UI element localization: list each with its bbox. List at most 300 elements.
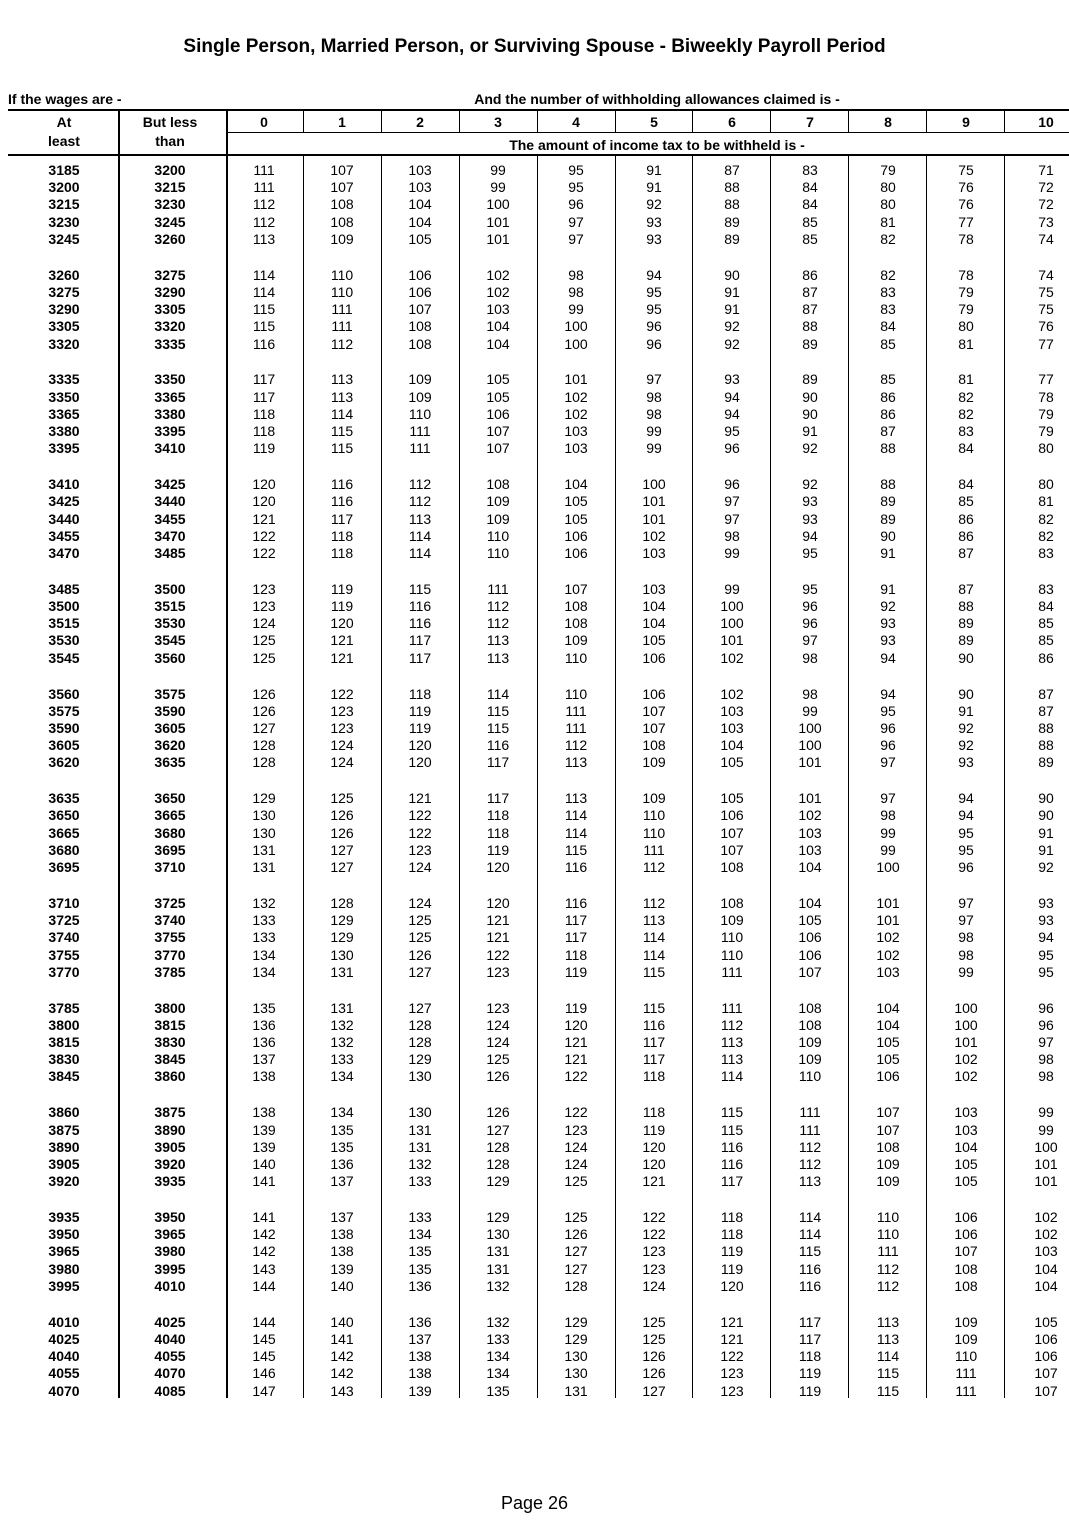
tax-amount: 110 bbox=[798, 1068, 822, 1085]
tax-amount: 84 bbox=[958, 476, 974, 493]
wage-but-less-than: 3620 bbox=[154, 737, 186, 754]
tax-amount: 97 bbox=[568, 213, 584, 230]
tax-amount: 87 bbox=[724, 162, 740, 178]
tax-amount: 112 bbox=[642, 859, 666, 875]
tax-amount: 97 bbox=[958, 912, 974, 929]
wage-but-less-than: 3920 bbox=[154, 1155, 186, 1172]
tax-amount: 90 bbox=[802, 405, 818, 422]
tax-amount: 113 bbox=[876, 1313, 900, 1330]
tax-amount: 85 bbox=[802, 213, 818, 230]
tax-amount: 101 bbox=[486, 230, 510, 247]
tax-amount: 78 bbox=[958, 230, 974, 247]
tax-amount: 118 bbox=[798, 1348, 822, 1365]
tax-amount: 135 bbox=[486, 1382, 510, 1399]
wage-at-least: 3935 bbox=[48, 1209, 80, 1225]
tax-amount: 105 bbox=[954, 1173, 978, 1190]
wage-but-less-than: 3560 bbox=[154, 649, 186, 666]
tax-amount: 111 bbox=[955, 1382, 977, 1399]
tax-amount: 89 bbox=[802, 335, 818, 352]
wage-at-least: 3950 bbox=[48, 1226, 80, 1243]
wage-but-less-than: 3755 bbox=[154, 929, 186, 946]
wage-at-least: 4055 bbox=[48, 1365, 80, 1382]
wage-but-less-than: 3260 bbox=[154, 230, 186, 247]
wages-label: If the wages are - bbox=[8, 91, 122, 107]
tax-amount: 109 bbox=[798, 1034, 822, 1050]
wage-at-least: 3260 bbox=[48, 266, 80, 283]
tax-amount: 130 bbox=[564, 1365, 588, 1382]
tax-amount: 118 bbox=[330, 527, 354, 544]
tax-amount: 113 bbox=[486, 632, 510, 649]
tax-amount: 94 bbox=[724, 405, 740, 422]
tax-amount: 103 bbox=[1034, 1243, 1058, 1260]
wage-but-less-than: 3485 bbox=[154, 544, 186, 561]
tax-amount: 98 bbox=[646, 405, 662, 422]
tax-amount: 78 bbox=[1038, 388, 1054, 405]
tax-amount: 122 bbox=[252, 527, 276, 544]
tax-amount: 128 bbox=[486, 1138, 510, 1155]
tax-amount: 82 bbox=[958, 405, 974, 422]
tax-amount: 116 bbox=[564, 894, 588, 911]
tax-amount: 119 bbox=[252, 440, 276, 457]
tax-amount: 98 bbox=[568, 283, 584, 300]
tax-amount: 133 bbox=[330, 1051, 354, 1068]
wage-but-less-than: 4040 bbox=[154, 1330, 186, 1347]
tax-amount: 111 bbox=[409, 440, 431, 457]
tax-amount: 116 bbox=[798, 1260, 822, 1277]
tax-amount: 117 bbox=[720, 1173, 744, 1190]
tax-amount: 112 bbox=[408, 493, 432, 510]
tax-amount: 129 bbox=[564, 1330, 588, 1347]
tax-amount: 124 bbox=[642, 1277, 666, 1294]
tax-amount: 103 bbox=[564, 423, 588, 439]
page-number: Page 26 bbox=[500, 1493, 569, 1513]
tax-amount: 131 bbox=[486, 1260, 510, 1277]
tax-amount: 104 bbox=[408, 196, 432, 213]
tax-amount: 87 bbox=[880, 423, 896, 439]
wage-at-least: 3560 bbox=[48, 685, 80, 702]
tax-amount: 99 bbox=[724, 544, 740, 561]
tax-amount: 96 bbox=[880, 719, 896, 736]
tax-amount: 99 bbox=[1038, 1104, 1054, 1121]
tax-amount: 111 bbox=[331, 318, 353, 335]
tax-amount: 77 bbox=[958, 213, 974, 230]
tax-amount: 117 bbox=[564, 929, 588, 946]
tax-amount: 114 bbox=[564, 824, 588, 841]
tax-amount: 104 bbox=[876, 1016, 900, 1033]
tax-amount: 105 bbox=[876, 1034, 900, 1050]
tax-amount: 99 bbox=[646, 423, 662, 439]
wage-but-less-than: 4025 bbox=[154, 1313, 186, 1330]
tax-amount: 100 bbox=[720, 615, 744, 632]
tax-amount: 103 bbox=[564, 440, 588, 457]
tax-amount: 98 bbox=[724, 527, 740, 544]
tax-amount: 131 bbox=[408, 1138, 432, 1155]
tax-amount: 127 bbox=[564, 1243, 588, 1260]
tax-amount: 81 bbox=[958, 335, 974, 352]
tax-amount: 137 bbox=[330, 1173, 354, 1190]
tax-amount: 112 bbox=[798, 1138, 822, 1155]
tax-amount: 104 bbox=[564, 476, 588, 493]
tax-amount: 113 bbox=[720, 1034, 744, 1050]
tax-amount: 100 bbox=[876, 859, 900, 875]
tax-amount: 104 bbox=[720, 737, 744, 754]
tax-amount: 85 bbox=[1038, 615, 1054, 632]
tax-amount: 95 bbox=[646, 283, 662, 300]
tax-amount: 129 bbox=[330, 929, 354, 946]
tax-amount: 115 bbox=[252, 318, 276, 335]
wage-but-less-than: 3500 bbox=[154, 580, 186, 597]
tax-amount: 104 bbox=[486, 318, 510, 335]
wage-at-least: 3620 bbox=[48, 754, 80, 771]
tax-amount: 96 bbox=[880, 737, 896, 754]
wage-but-less-than: 3335 bbox=[154, 335, 186, 352]
tax-amount: 122 bbox=[720, 1348, 744, 1365]
tax-amount: 113 bbox=[564, 754, 588, 771]
wage-at-least: 3245 bbox=[48, 230, 80, 247]
wage-at-least: 3890 bbox=[48, 1138, 80, 1155]
tax-amount: 106 bbox=[798, 929, 822, 946]
tax-amount: 110 bbox=[954, 1348, 978, 1365]
tax-amount: 92 bbox=[724, 318, 740, 335]
header-bottom-rule bbox=[8, 154, 1069, 156]
tax-amount: 91 bbox=[646, 162, 662, 178]
tax-amount: 103 bbox=[642, 580, 666, 597]
wage-but-less-than: 3410 bbox=[154, 440, 186, 457]
tax-amount: 103 bbox=[954, 1121, 978, 1138]
tax-amount: 94 bbox=[958, 790, 974, 807]
tax-amount: 110 bbox=[876, 1226, 900, 1243]
tax-amount: 97 bbox=[724, 493, 740, 510]
tax-amount: 84 bbox=[958, 440, 974, 457]
tax-amount: 114 bbox=[330, 405, 354, 422]
tax-amount: 115 bbox=[798, 1243, 822, 1260]
tax-amount: 110 bbox=[720, 946, 744, 963]
tax-amount: 105 bbox=[876, 1051, 900, 1068]
tax-amount: 125 bbox=[486, 1051, 510, 1068]
tax-amount: 140 bbox=[330, 1313, 354, 1330]
wage-but-less-than: 3305 bbox=[154, 301, 186, 318]
wage-at-least: 3830 bbox=[48, 1051, 80, 1068]
tax-amount: 118 bbox=[486, 807, 510, 824]
column-rule bbox=[537, 111, 538, 132]
tax-amount: 112 bbox=[486, 598, 510, 614]
tax-amount: 93 bbox=[724, 371, 740, 388]
tax-amount: 116 bbox=[564, 859, 588, 875]
tax-amount: 93 bbox=[880, 632, 896, 649]
tax-amount: 143 bbox=[252, 1260, 276, 1277]
tax-amount: 140 bbox=[252, 1155, 276, 1172]
tax-amount: 139 bbox=[252, 1121, 276, 1138]
tax-amount: 99 bbox=[490, 162, 506, 178]
tax-amount: 104 bbox=[876, 999, 900, 1016]
tax-amount: 133 bbox=[252, 912, 276, 929]
tax-amount: 101 bbox=[798, 790, 822, 807]
tax-amount: 107 bbox=[876, 1121, 900, 1138]
wage-at-least: 3380 bbox=[48, 423, 80, 439]
wage-but-less-than: 3770 bbox=[154, 946, 186, 963]
tax-amount: 95 bbox=[880, 702, 896, 719]
tax-amount: 136 bbox=[330, 1155, 354, 1172]
wage-but-less-than: 3695 bbox=[154, 841, 186, 858]
tax-amount: 106 bbox=[954, 1209, 978, 1225]
tax-amount: 107 bbox=[642, 702, 666, 719]
tax-amount: 94 bbox=[880, 685, 896, 702]
tax-amount: 107 bbox=[564, 580, 588, 597]
tax-amount: 93 bbox=[1038, 894, 1054, 911]
wage-at-least: 3215 bbox=[48, 196, 80, 213]
tax-amount: 127 bbox=[564, 1260, 588, 1277]
tax-amount: 115 bbox=[486, 719, 510, 736]
wage-but-less-than: 3365 bbox=[154, 388, 186, 405]
tax-amount: 101 bbox=[1034, 1173, 1058, 1190]
tax-amount: 106 bbox=[642, 685, 666, 702]
tax-amount: 112 bbox=[408, 476, 432, 493]
tax-amount: 101 bbox=[642, 493, 666, 510]
tax-amount: 110 bbox=[486, 527, 510, 544]
tax-amount: 97 bbox=[958, 894, 974, 911]
wage-but-less-than: 3845 bbox=[154, 1051, 186, 1068]
tax-amount: 102 bbox=[954, 1068, 978, 1085]
tax-amount: 122 bbox=[408, 807, 432, 824]
tax-amount: 121 bbox=[564, 1034, 588, 1050]
wage-at-least: 3605 bbox=[48, 737, 80, 754]
tax-amount: 114 bbox=[252, 283, 276, 300]
tax-amount: 98 bbox=[880, 807, 896, 824]
tax-amount: 113 bbox=[252, 230, 276, 247]
tax-amount: 138 bbox=[252, 1068, 276, 1085]
tax-amount: 123 bbox=[642, 1243, 666, 1260]
tax-amount: 94 bbox=[646, 266, 662, 283]
tax-amount: 84 bbox=[802, 179, 818, 196]
tax-amount: 107 bbox=[720, 824, 744, 841]
tax-amount: 102 bbox=[486, 283, 510, 300]
amount-rule bbox=[226, 132, 1069, 133]
wage-at-least: 3365 bbox=[48, 405, 80, 422]
wage-at-least: 3650 bbox=[48, 807, 80, 824]
tax-amount: 107 bbox=[408, 301, 432, 318]
tax-amount: 91 bbox=[1038, 824, 1054, 841]
tax-amount: 106 bbox=[720, 807, 744, 824]
tax-amount: 109 bbox=[954, 1330, 978, 1347]
tax-amount: 118 bbox=[252, 405, 276, 422]
tax-amount: 100 bbox=[1034, 1138, 1058, 1155]
header-but-less-than: than bbox=[155, 133, 185, 149]
tax-amount: 91 bbox=[880, 580, 896, 597]
tax-amount: 99 bbox=[490, 179, 506, 196]
tax-amount: 116 bbox=[798, 1277, 822, 1294]
column-rule bbox=[848, 155, 849, 1398]
tax-amount: 124 bbox=[252, 615, 276, 632]
allowance-header-1: 1 bbox=[338, 114, 346, 130]
tax-amount: 96 bbox=[568, 196, 584, 213]
tax-amount: 118 bbox=[642, 1068, 666, 1085]
tax-amount: 117 bbox=[408, 632, 432, 649]
tax-amount: 86 bbox=[802, 266, 818, 283]
tax-amount: 109 bbox=[408, 371, 432, 388]
tax-amount: 127 bbox=[486, 1121, 510, 1138]
tax-amount: 80 bbox=[1038, 440, 1054, 457]
tax-amount: 114 bbox=[720, 1068, 744, 1085]
tax-amount: 92 bbox=[646, 196, 662, 213]
wage-at-least: 3665 bbox=[48, 824, 80, 841]
tax-amount: 74 bbox=[1038, 230, 1054, 247]
wage-at-least: 4025 bbox=[48, 1330, 80, 1347]
tax-amount: 109 bbox=[330, 230, 354, 247]
wage-but-less-than: 3230 bbox=[154, 196, 186, 213]
tax-amount: 122 bbox=[330, 685, 354, 702]
tax-amount: 112 bbox=[798, 1155, 822, 1172]
tax-amount: 110 bbox=[720, 929, 744, 946]
wage-but-less-than: 3245 bbox=[154, 213, 186, 230]
tax-amount: 124 bbox=[564, 1155, 588, 1172]
tax-amount: 97 bbox=[724, 510, 740, 527]
wage-but-less-than: 3815 bbox=[154, 1016, 186, 1033]
tax-amount: 124 bbox=[486, 1016, 510, 1033]
tax-amount: 74 bbox=[1038, 266, 1054, 283]
tax-amount: 108 bbox=[564, 615, 588, 632]
wage-but-less-than: 3905 bbox=[154, 1138, 186, 1155]
tax-amount: 86 bbox=[1038, 649, 1054, 666]
tax-amount: 95 bbox=[568, 179, 584, 196]
tax-amount: 115 bbox=[564, 841, 588, 858]
wage-at-least: 3755 bbox=[48, 946, 80, 963]
tax-amount: 100 bbox=[798, 737, 822, 754]
tax-amount: 96 bbox=[1038, 999, 1054, 1016]
tax-amount: 103 bbox=[642, 544, 666, 561]
column-rule bbox=[381, 111, 382, 132]
tax-amount: 118 bbox=[486, 824, 510, 841]
tax-amount: 131 bbox=[408, 1121, 432, 1138]
tax-amount: 108 bbox=[954, 1260, 978, 1277]
tax-amount: 73 bbox=[1038, 213, 1054, 230]
tax-amount: 89 bbox=[1038, 754, 1054, 771]
wage-but-less-than: 3665 bbox=[154, 807, 186, 824]
tax-amount: 130 bbox=[408, 1104, 432, 1121]
page-title: Single Person, Married Person, or Surviving Spouse - Biweekly Payroll Period bbox=[183, 36, 886, 57]
tax-amount: 97 bbox=[646, 371, 662, 388]
wage-at-least: 3635 bbox=[48, 790, 80, 807]
tax-amount: 111 bbox=[799, 1121, 821, 1138]
tax-amount: 92 bbox=[802, 440, 818, 457]
column-rule bbox=[459, 111, 460, 132]
tax-amount: 141 bbox=[252, 1209, 276, 1225]
column-rule bbox=[770, 155, 771, 1398]
tax-amount: 98 bbox=[958, 946, 974, 963]
tax-amount: 95 bbox=[958, 824, 974, 841]
tax-amount: 125 bbox=[330, 790, 354, 807]
wage-but-less-than: 3830 bbox=[154, 1034, 186, 1050]
wage-at-least: 3740 bbox=[48, 929, 80, 946]
tax-amount: 104 bbox=[798, 859, 822, 875]
tax-amount: 84 bbox=[880, 318, 896, 335]
tax-amount: 117 bbox=[252, 371, 276, 388]
wage-but-less-than: 3785 bbox=[154, 963, 186, 980]
tax-amount: 89 bbox=[880, 493, 896, 510]
tax-amount: 105 bbox=[954, 1155, 978, 1172]
tax-amount: 86 bbox=[880, 405, 896, 422]
tax-amount: 123 bbox=[642, 1260, 666, 1277]
tax-amount: 79 bbox=[958, 301, 974, 318]
tax-amount: 120 bbox=[408, 737, 432, 754]
allowance-header-5: 5 bbox=[650, 114, 658, 130]
tax-amount: 122 bbox=[252, 544, 276, 561]
tax-amount: 96 bbox=[1038, 1016, 1054, 1033]
tax-amount: 107 bbox=[642, 719, 666, 736]
wage-but-less-than: 3950 bbox=[154, 1209, 186, 1225]
tax-amount: 131 bbox=[486, 1243, 510, 1260]
tax-amount: 96 bbox=[724, 440, 740, 457]
tax-amount: 82 bbox=[958, 388, 974, 405]
tax-amount: 83 bbox=[1038, 580, 1054, 597]
tax-amount: 110 bbox=[564, 649, 588, 666]
tax-amount: 138 bbox=[252, 1104, 276, 1121]
tax-amount: 138 bbox=[330, 1243, 354, 1260]
wage-at-least: 3695 bbox=[48, 859, 80, 875]
tax-amount: 93 bbox=[646, 213, 662, 230]
tax-amount: 101 bbox=[720, 632, 744, 649]
tax-amount: 133 bbox=[408, 1173, 432, 1190]
tax-amount: 91 bbox=[1038, 841, 1054, 858]
tax-amount: 82 bbox=[1038, 510, 1054, 527]
tax-amount: 81 bbox=[880, 213, 896, 230]
tax-amount: 126 bbox=[330, 824, 354, 841]
tax-amount: 118 bbox=[720, 1226, 744, 1243]
tax-amount: 77 bbox=[1038, 371, 1054, 388]
tax-amount: 115 bbox=[330, 440, 354, 457]
tax-amount: 98 bbox=[1038, 1051, 1054, 1068]
tax-amount: 119 bbox=[720, 1260, 744, 1277]
tax-amount: 96 bbox=[802, 598, 818, 614]
tax-amount: 84 bbox=[802, 196, 818, 213]
tax-amount: 113 bbox=[564, 790, 588, 807]
tax-amount: 109 bbox=[642, 790, 666, 807]
wage-but-less-than: 3590 bbox=[154, 702, 186, 719]
wage-but-less-than: 3425 bbox=[154, 476, 186, 493]
header-at-least: At bbox=[56, 114, 72, 130]
tax-amount: 129 bbox=[408, 1051, 432, 1068]
tax-amount: 89 bbox=[958, 632, 974, 649]
tax-amount: 108 bbox=[798, 1016, 822, 1033]
wage-at-least: 3455 bbox=[48, 527, 80, 544]
tax-amount: 101 bbox=[876, 912, 900, 929]
tax-amount: 107 bbox=[330, 179, 354, 196]
tax-amount: 111 bbox=[487, 580, 509, 597]
tax-amount: 119 bbox=[330, 580, 354, 597]
tax-amount: 120 bbox=[408, 754, 432, 771]
tax-amount: 83 bbox=[1038, 544, 1054, 561]
tax-amount: 89 bbox=[724, 230, 740, 247]
tax-amount: 132 bbox=[330, 1034, 354, 1050]
header-at-least: least bbox=[48, 133, 80, 149]
tax-amount: 112 bbox=[564, 737, 588, 754]
tax-amount: 120 bbox=[564, 1016, 588, 1033]
tax-amount: 86 bbox=[958, 527, 974, 544]
tax-amount: 118 bbox=[642, 1104, 666, 1121]
tax-amount: 112 bbox=[876, 1277, 900, 1294]
tax-amount: 117 bbox=[408, 649, 432, 666]
tax-amount: 128 bbox=[252, 754, 276, 771]
tax-amount: 102 bbox=[486, 266, 510, 283]
wage-but-less-than: 3980 bbox=[154, 1243, 186, 1260]
tax-amount: 124 bbox=[330, 737, 354, 754]
tax-amount: 95 bbox=[646, 301, 662, 318]
tax-amount: 122 bbox=[642, 1209, 666, 1225]
tax-amount: 105 bbox=[642, 632, 666, 649]
tax-amount: 129 bbox=[486, 1209, 510, 1225]
tax-amount: 103 bbox=[408, 162, 432, 178]
column-rule bbox=[303, 155, 304, 1398]
tax-amount: 144 bbox=[252, 1313, 276, 1330]
